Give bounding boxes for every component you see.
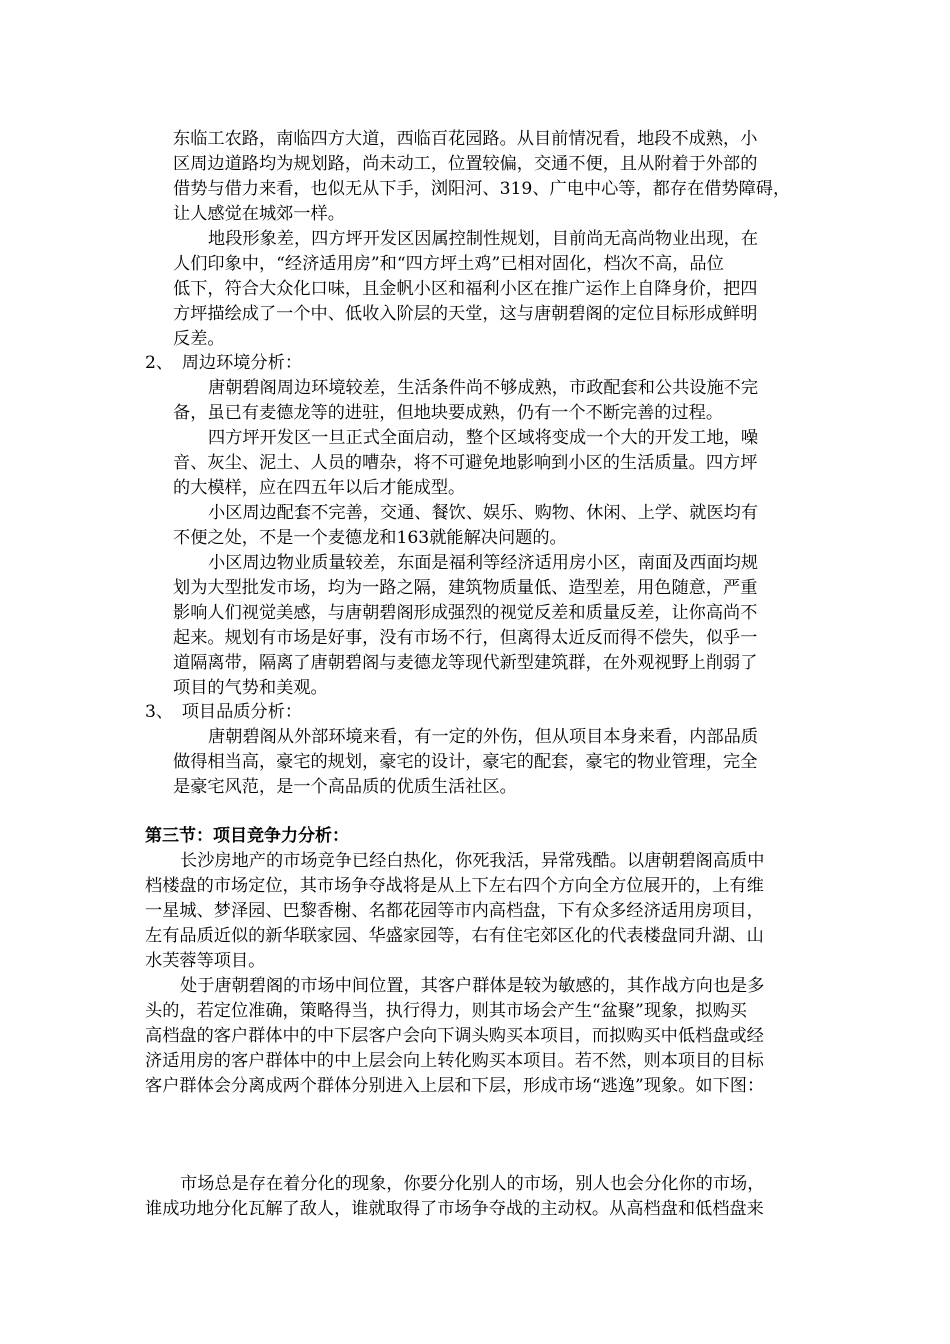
text-line: 地段形象差，四方坪开发区因属控制性规划，目前尚无高尚物业出现，在: [208, 229, 759, 249]
text-line: 一星城、梦泽园、巴黎香榭、名都花园等市内高档盘，下有众多经济适用房项目，: [145, 901, 764, 921]
text-line: 方坪描绘成了一个中、低收入阶层的天堂，这与唐朝碧阁的定位目标形成鲜明: [173, 304, 758, 324]
text-line: 唐朝碧阁周边环境较差，生活条件尚不够成熟，市政配套和公共设施不完: [208, 378, 759, 398]
text-line: 四方坪开发区一旦正式全面启动，整个区域将变成一个大的开发工地，噪: [208, 428, 759, 448]
text-line: 道隔离带，隔离了唐朝碧阁与麦德龙等现代新型建筑群，在外观视野上削弱了: [173, 653, 758, 673]
text-line: 音、灰尘、泥土、人员的嘈杂，将不可避免地影响到小区的生活质量。四方坪: [173, 453, 758, 473]
text-line: 济适用房的客户群体中的中上层会向上转化购买本项目。若不然，则本项目的目标: [145, 1051, 764, 1071]
text-line: 头的，若定位准确，策略得当，执行得力，则其市场会产生“盆聚”现象，拟购买: [145, 1001, 747, 1021]
section-title-competitiveness: 第三节：项目竞争力分析：: [145, 826, 349, 846]
text-line: 唐朝碧阁从外部环境来看，有一定的外伤，但从项目本身来看，内部品质: [208, 727, 759, 747]
text-line: 低下，符合大众化口味，且金帆小区和福利小区在推广运作上自降身价，把四: [173, 279, 758, 299]
text-line: 水芙蓉等项目。: [145, 951, 266, 971]
text-line: 是豪宅风范，是一个高品质的优质生活社区。: [173, 777, 517, 797]
text-line: 客户群体会分离成两个群体分别进入上层和下层，形成市场“逃逸”现象。如下图：: [145, 1076, 765, 1096]
text-line: 处于唐朝碧阁的市场中间位置，其客户群体是较为敏感的，其作战方向也是多: [180, 976, 765, 996]
text-line: 谁成功地分化瓦解了敌人，谁就取得了市场争夺战的主动权。从高档盘和低档盘来: [145, 1199, 764, 1219]
text-line: 小区周边物业质量较差，东面是福利等经济适用房小区，南面及西面均规: [208, 553, 759, 573]
text-line: 高档盘的客户群体中的中下层客户会向下调头购买本项目，而拟购买中低档盘或经: [145, 1026, 764, 1046]
section-heading-surroundings: 2、 周边环境分析：: [145, 353, 303, 373]
section-heading-quality: 3、 项目品质分析：: [145, 702, 303, 722]
text-line: 备，虽已有麦德龙等的进驻，但地块要成熟，仍有一个不断完善的过程。: [173, 403, 724, 423]
text-line: 让人感觉在城郊一样。: [173, 204, 345, 224]
text-line: 人们印象中，“经济适用房”和“四方坪土鸡”已相对固化，档次不高，品位: [173, 254, 724, 274]
text-line: 档楼盘的市场定位，其市场争夺战将是从上下左右四个方向全方位展开的，上有维: [145, 876, 764, 896]
text-line: 区周边道路均为规划路，尚未动工，位置较偏，交通不便，且从附着于外部的: [173, 154, 758, 174]
text-line: 的大模样，应在四五年以后才能成型。: [173, 478, 466, 498]
text-line: 借势与借力来看，也似无从下手，浏阳河、319、广电中心等，都存在借势障碍，: [173, 179, 791, 199]
text-line: 市场总是存在着分化的现象，你要分化别人的市场，别人也会分化你的市场，: [180, 1174, 765, 1194]
text-line: 长沙房地产的市场竞争已经白热化，你死我活，异常残酷。以唐朝碧阁高质中: [180, 851, 765, 871]
text-line: 起来。规划有市场是好事，没有市场不行，但离得太近反而得不偿失，似乎一: [173, 628, 758, 648]
text-line: 划为大型批发市场，均为一路之隔，建筑物质量低、造型差，用色随意，严重: [173, 578, 758, 598]
text-line: 小区周边配套不完善，交通、餐饮、娱乐、购物、休闲、上学、就医均有: [208, 503, 759, 523]
text-line: 做得相当高，豪宅的规划，豪宅的设计，豪宅的配套，豪宅的物业管理，完全: [173, 752, 758, 772]
text-line: 项目的气势和美观。: [173, 678, 328, 698]
text-line: 左有品质近似的新华联家园、华盛家园等，右有住宅郊区化的代表楼盘同升湖、山: [145, 926, 764, 946]
text-line: 东临工农路，南临四方大道，西临百花园路。从目前情况看，地段不成熟，小: [173, 129, 758, 149]
text-line: 不便之处，不是一个麦德龙和163就能解决问题的。: [173, 528, 567, 548]
text-line: 影响人们视觉美感，与唐朝碧阁形成强烈的视觉反差和质量反差，让你高尚不: [173, 603, 758, 623]
text-line: 反差。: [173, 329, 225, 349]
